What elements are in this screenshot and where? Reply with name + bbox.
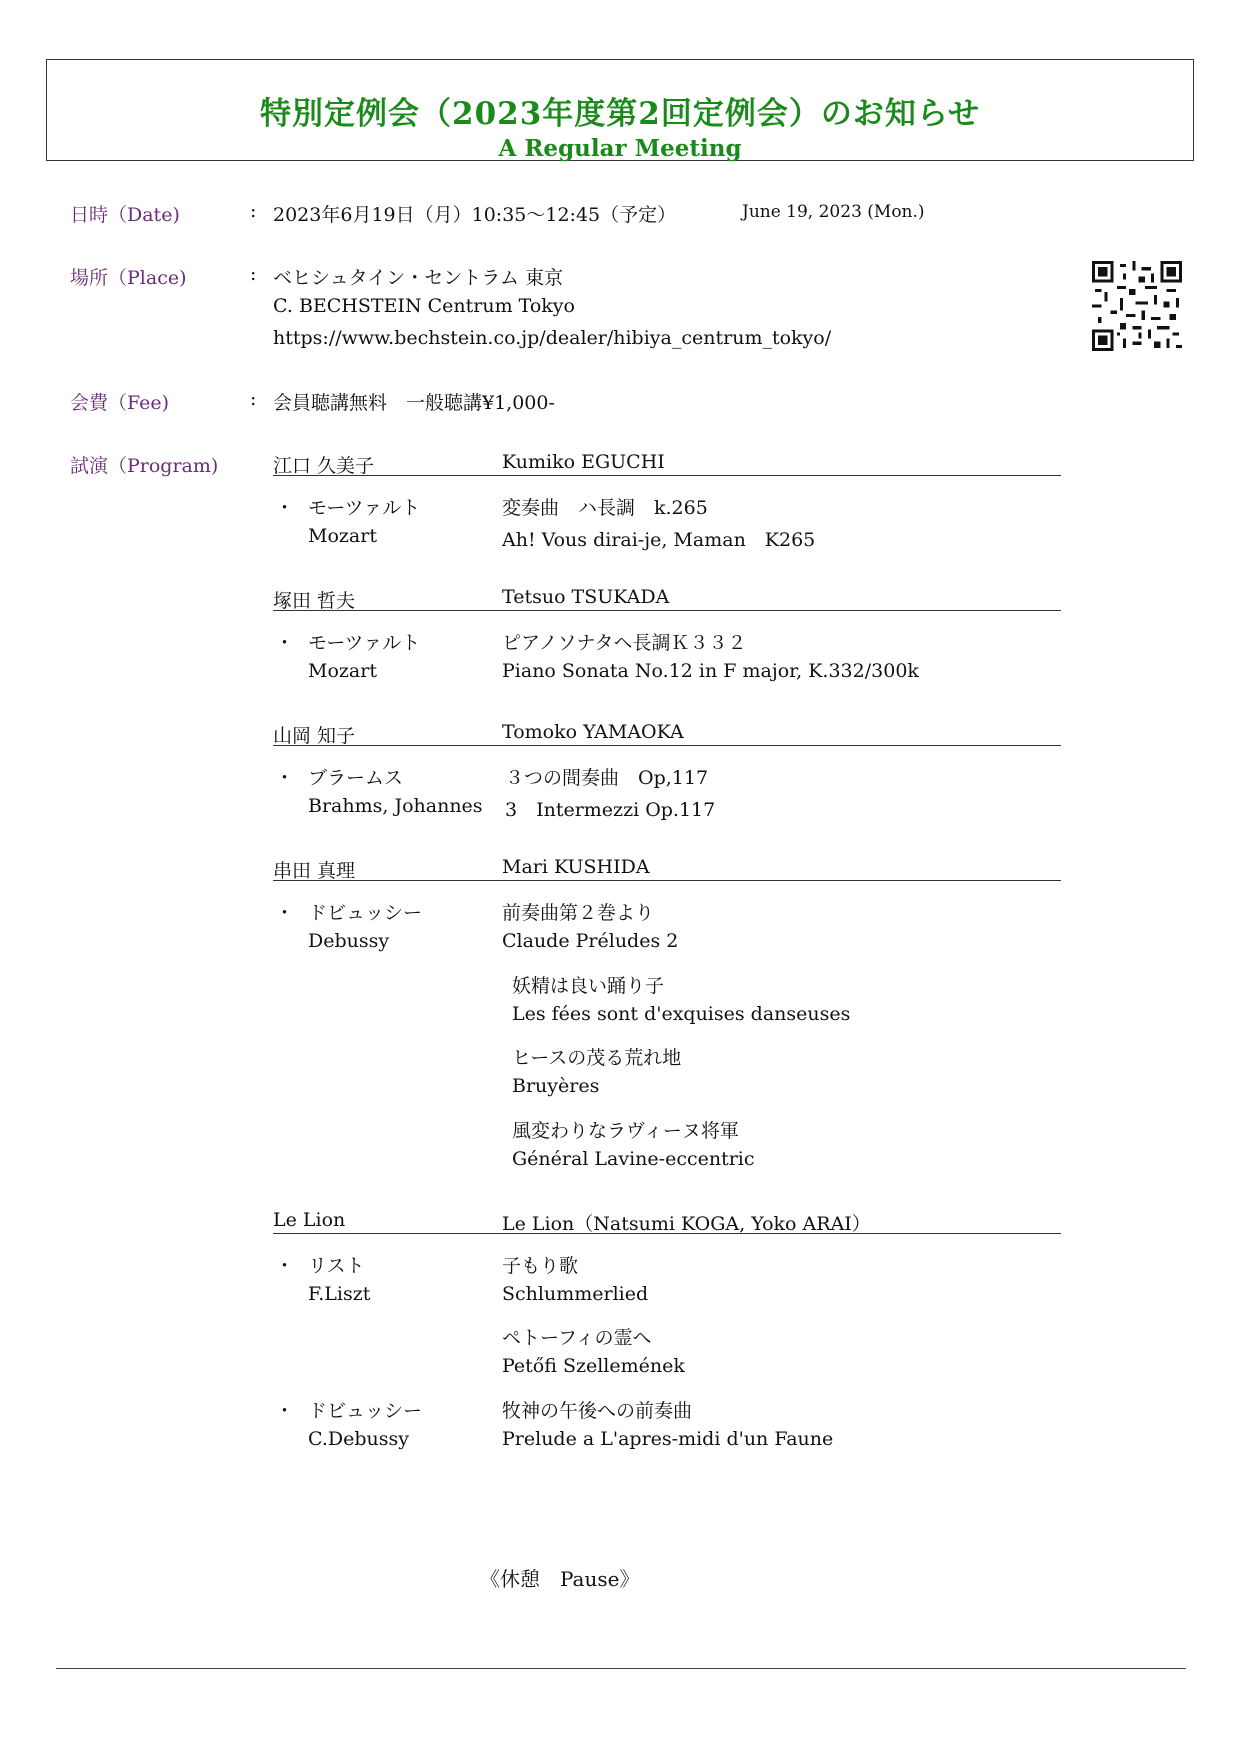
work-jp: ３つの間奏曲 Op,117 <box>505 767 709 789</box>
work-en: 3 Intermezzi Op.117 <box>505 799 716 821</box>
work-jp: ピアノソナタヘ長調Ｋ３３２ <box>502 632 747 654</box>
bullet: ・ <box>275 497 295 519</box>
divider <box>273 475 1061 476</box>
program-label: 試演（Program) <box>70 455 219 477</box>
date-jp: 2023年6月19日（月）10:35～12:45（予定） <box>273 204 677 226</box>
divider <box>273 745 1061 746</box>
date-en: June 19, 2023 (Mon.) <box>742 202 925 222</box>
composer-en: F.Liszt <box>308 1283 371 1305</box>
composer-en: Mozart <box>308 660 377 682</box>
work-jp: ペトーフィの霊へ <box>502 1327 652 1349</box>
divider <box>273 880 1061 881</box>
work-en: Piano Sonata No.12 in F major, K.332/300k <box>502 660 919 682</box>
performer-name-en: Le Lion（Natsumi KOGA, Yoko ARAI） <box>502 1213 871 1235</box>
work-en: Ah! Vous dirai-je, Maman K265 <box>502 529 816 551</box>
bullet: ・ <box>275 632 295 654</box>
work-en: Prelude a L'apres-midi d'un Faune <box>502 1428 834 1450</box>
colon: : <box>250 200 257 222</box>
divider <box>273 610 1061 611</box>
bullet: ・ <box>275 1400 295 1422</box>
footer-divider <box>56 1668 1186 1669</box>
composer-en: Debussy <box>308 930 390 952</box>
bullet: ・ <box>275 767 295 789</box>
title-box <box>46 59 1194 161</box>
colon: : <box>250 388 257 410</box>
work-jp: 前奏曲第２巻より <box>502 902 655 924</box>
sub-work-en: Bruyères <box>512 1075 600 1097</box>
place-jp: ベヒシュタイン・セントラム 東京 <box>273 267 564 289</box>
place-url[interactable]: https://www.bechstein.co.jp/dealer/hibiya_centrum_tokyo/ <box>273 327 832 349</box>
composer-jp: ドビュッシー <box>308 902 423 924</box>
work-jp: 子もり歌 <box>502 1255 579 1277</box>
performer-name-en: Tetsuo TSUKADA <box>502 586 670 608</box>
qr-code-icon[interactable] <box>1092 261 1182 351</box>
composer-jp: ドビュッシー <box>308 1400 423 1422</box>
performer-name-en: Mari KUSHIDA <box>502 856 650 878</box>
sub-work-en: Les fées sont d'exquises danseuses <box>512 1003 851 1025</box>
performer-name-jp: 山岡 知子 <box>273 725 356 747</box>
performer-name-en: Kumiko EGUCHI <box>502 451 665 473</box>
composer-en: C.Debussy <box>308 1428 410 1450</box>
divider <box>273 1233 1061 1234</box>
date-label: 日時（Date) <box>70 204 180 226</box>
composer-jp: リスト <box>308 1255 365 1277</box>
pause-label: 《休憩 Pause》 <box>480 1567 640 1591</box>
page-subtitle: A Regular Meeting <box>498 135 742 162</box>
place-en: C. BECHSTEIN Centrum Tokyo <box>273 295 575 317</box>
composer-jp: ブラームス <box>308 767 404 789</box>
work-en: Schlummerlied <box>502 1283 649 1305</box>
work-en: Claude Préludes 2 <box>502 930 679 952</box>
sub-work-jp: ヒースの茂る荒れ地 <box>512 1047 682 1069</box>
performer-name-jp: 江口 久美子 <box>273 455 375 477</box>
bullet: ・ <box>275 1255 295 1277</box>
fee-value: 会員聴講無料 一般聴講¥1,000- <box>273 392 555 414</box>
composer-en: Mozart <box>308 525 377 547</box>
performer-name-en: Tomoko YAMAOKA <box>502 721 684 743</box>
composer-jp: モーツァルト <box>308 632 421 654</box>
work-en: Petőfi Szellemének <box>502 1355 685 1377</box>
page-title: 特別定例会（2023年度第2回定例会）のお知らせ <box>260 96 980 132</box>
work-jp: 変奏曲 ハ長調 k.265 <box>502 497 708 519</box>
sub-work-en: Général Lavine-eccentric <box>512 1148 755 1170</box>
place-label: 場所（Place) <box>70 267 187 289</box>
fee-label: 会費（Fee) <box>70 392 170 414</box>
performer-name-jp: 塚田 哲夫 <box>273 590 356 612</box>
work-jp: 牧神の午後への前奏曲 <box>502 1400 693 1422</box>
sub-work-jp: 風変わりなラヴィーヌ将軍 <box>512 1120 739 1142</box>
colon: : <box>250 263 257 285</box>
composer-en: Brahms, Johannes <box>308 795 483 817</box>
composer-jp: モーツァルト <box>308 497 421 519</box>
sub-work-jp: 妖精は良い踊り子 <box>512 975 665 997</box>
performer-name-jp: Le Lion <box>273 1209 346 1231</box>
bullet: ・ <box>275 902 295 924</box>
performer-name-jp: 串田 真理 <box>273 860 356 882</box>
